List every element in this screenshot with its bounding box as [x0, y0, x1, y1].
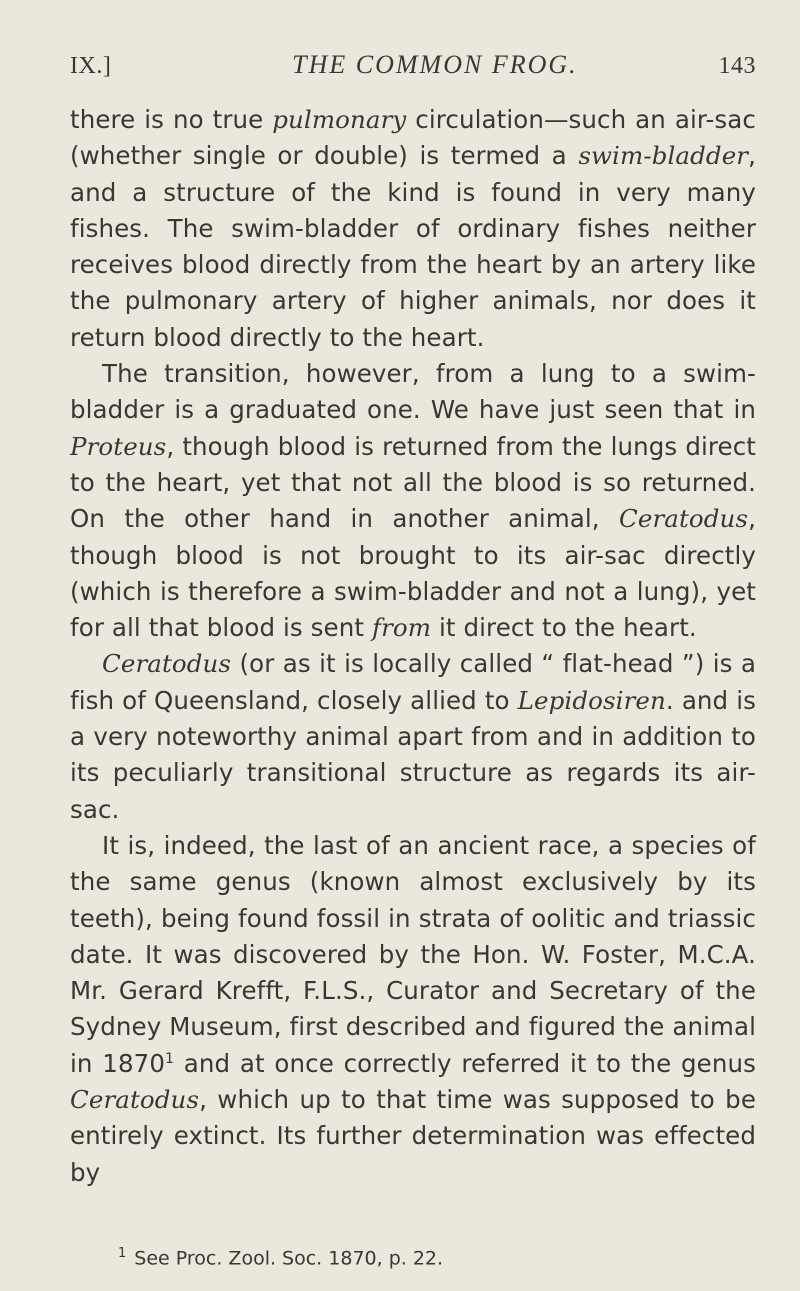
paragraph	[70, 102, 756, 356]
chapter-number: IX.]	[70, 53, 112, 79]
page-number: 143	[718, 53, 756, 79]
footnote-text: See Proc. Zool. Soc. 1870, p. 22.	[134, 1247, 444, 1270]
footnote-reference: 1	[165, 1050, 175, 1067]
text-run: and at once correctly referred it to the genus	[174, 1048, 756, 1078]
text-run: there is no true	[70, 105, 273, 134]
italic-term: Ceratodus	[619, 504, 749, 534]
paragraph	[70, 828, 756, 1191]
running-head	[70, 50, 756, 90]
text-run: It is, indeed, the last of an ancient race, a species of the same genus (known almost exclusively by its teeth), being found fossil in strata of oolitic and triassic date. It was discovered by the Hon. W. Foster, M.C.A. Mr. Gerard Krefft, F.L.S., Curator and Secretary of the Sydney Museum, first described and figured the animal in 1870	[70, 830, 756, 1078]
italic-term: from	[371, 613, 432, 643]
text-run: , though blood is returned from the lungs direct to the heart, yet that not all the blood is so returned. On the other hand in another animal,	[70, 431, 756, 534]
text-run: (or as it is locally called “ flat-head ”) is a fish of Queensland, closely allied to	[70, 649, 756, 715]
italic-term: Ceratodus	[102, 649, 232, 679]
footnote	[118, 1246, 443, 1269]
body-text	[70, 102, 756, 1191]
italic-term: swim-bladder	[578, 141, 749, 171]
text-run: , which up to that time was supposed to be entirely extinct. Its further determination was effected by	[70, 1085, 756, 1187]
running-title: THE COMMON FROG.	[292, 50, 578, 79]
text-run: The transition, however, from a lung to a swim-bladder is a graduated one. We have just seen that in	[70, 359, 756, 425]
text-run: , and a structure of the kind is found in very many fishes. The swim-bladder of ordinary fishes neither receives blood directly from the heart by an artery like the pulmonary artery of higher animals, nor does it return blood directly to the heart.	[70, 141, 756, 352]
italic-term: Proteus	[70, 431, 167, 461]
footnote-mark: 1	[118, 1246, 127, 1261]
paragraph	[70, 356, 756, 646]
text-run: , though blood is not brought to its air-sac directly (which is therefore a swim-bladder and not a lung), yet for all that blood is sent	[70, 504, 756, 643]
text-run: . and is a very noteworthy animal apart from and in addition to its peculiarly transitional structure as regards its air-sac.	[70, 685, 756, 824]
text-run: circulation—such an air-sac (whether single or double) is termed a	[70, 105, 756, 171]
italic-term: Lepidosiren	[517, 685, 666, 715]
italic-term: pulmonary	[272, 105, 407, 134]
text-run: it direct to the heart.	[431, 613, 697, 643]
italic-term: Ceratodus	[70, 1085, 200, 1115]
paragraph	[70, 646, 756, 827]
